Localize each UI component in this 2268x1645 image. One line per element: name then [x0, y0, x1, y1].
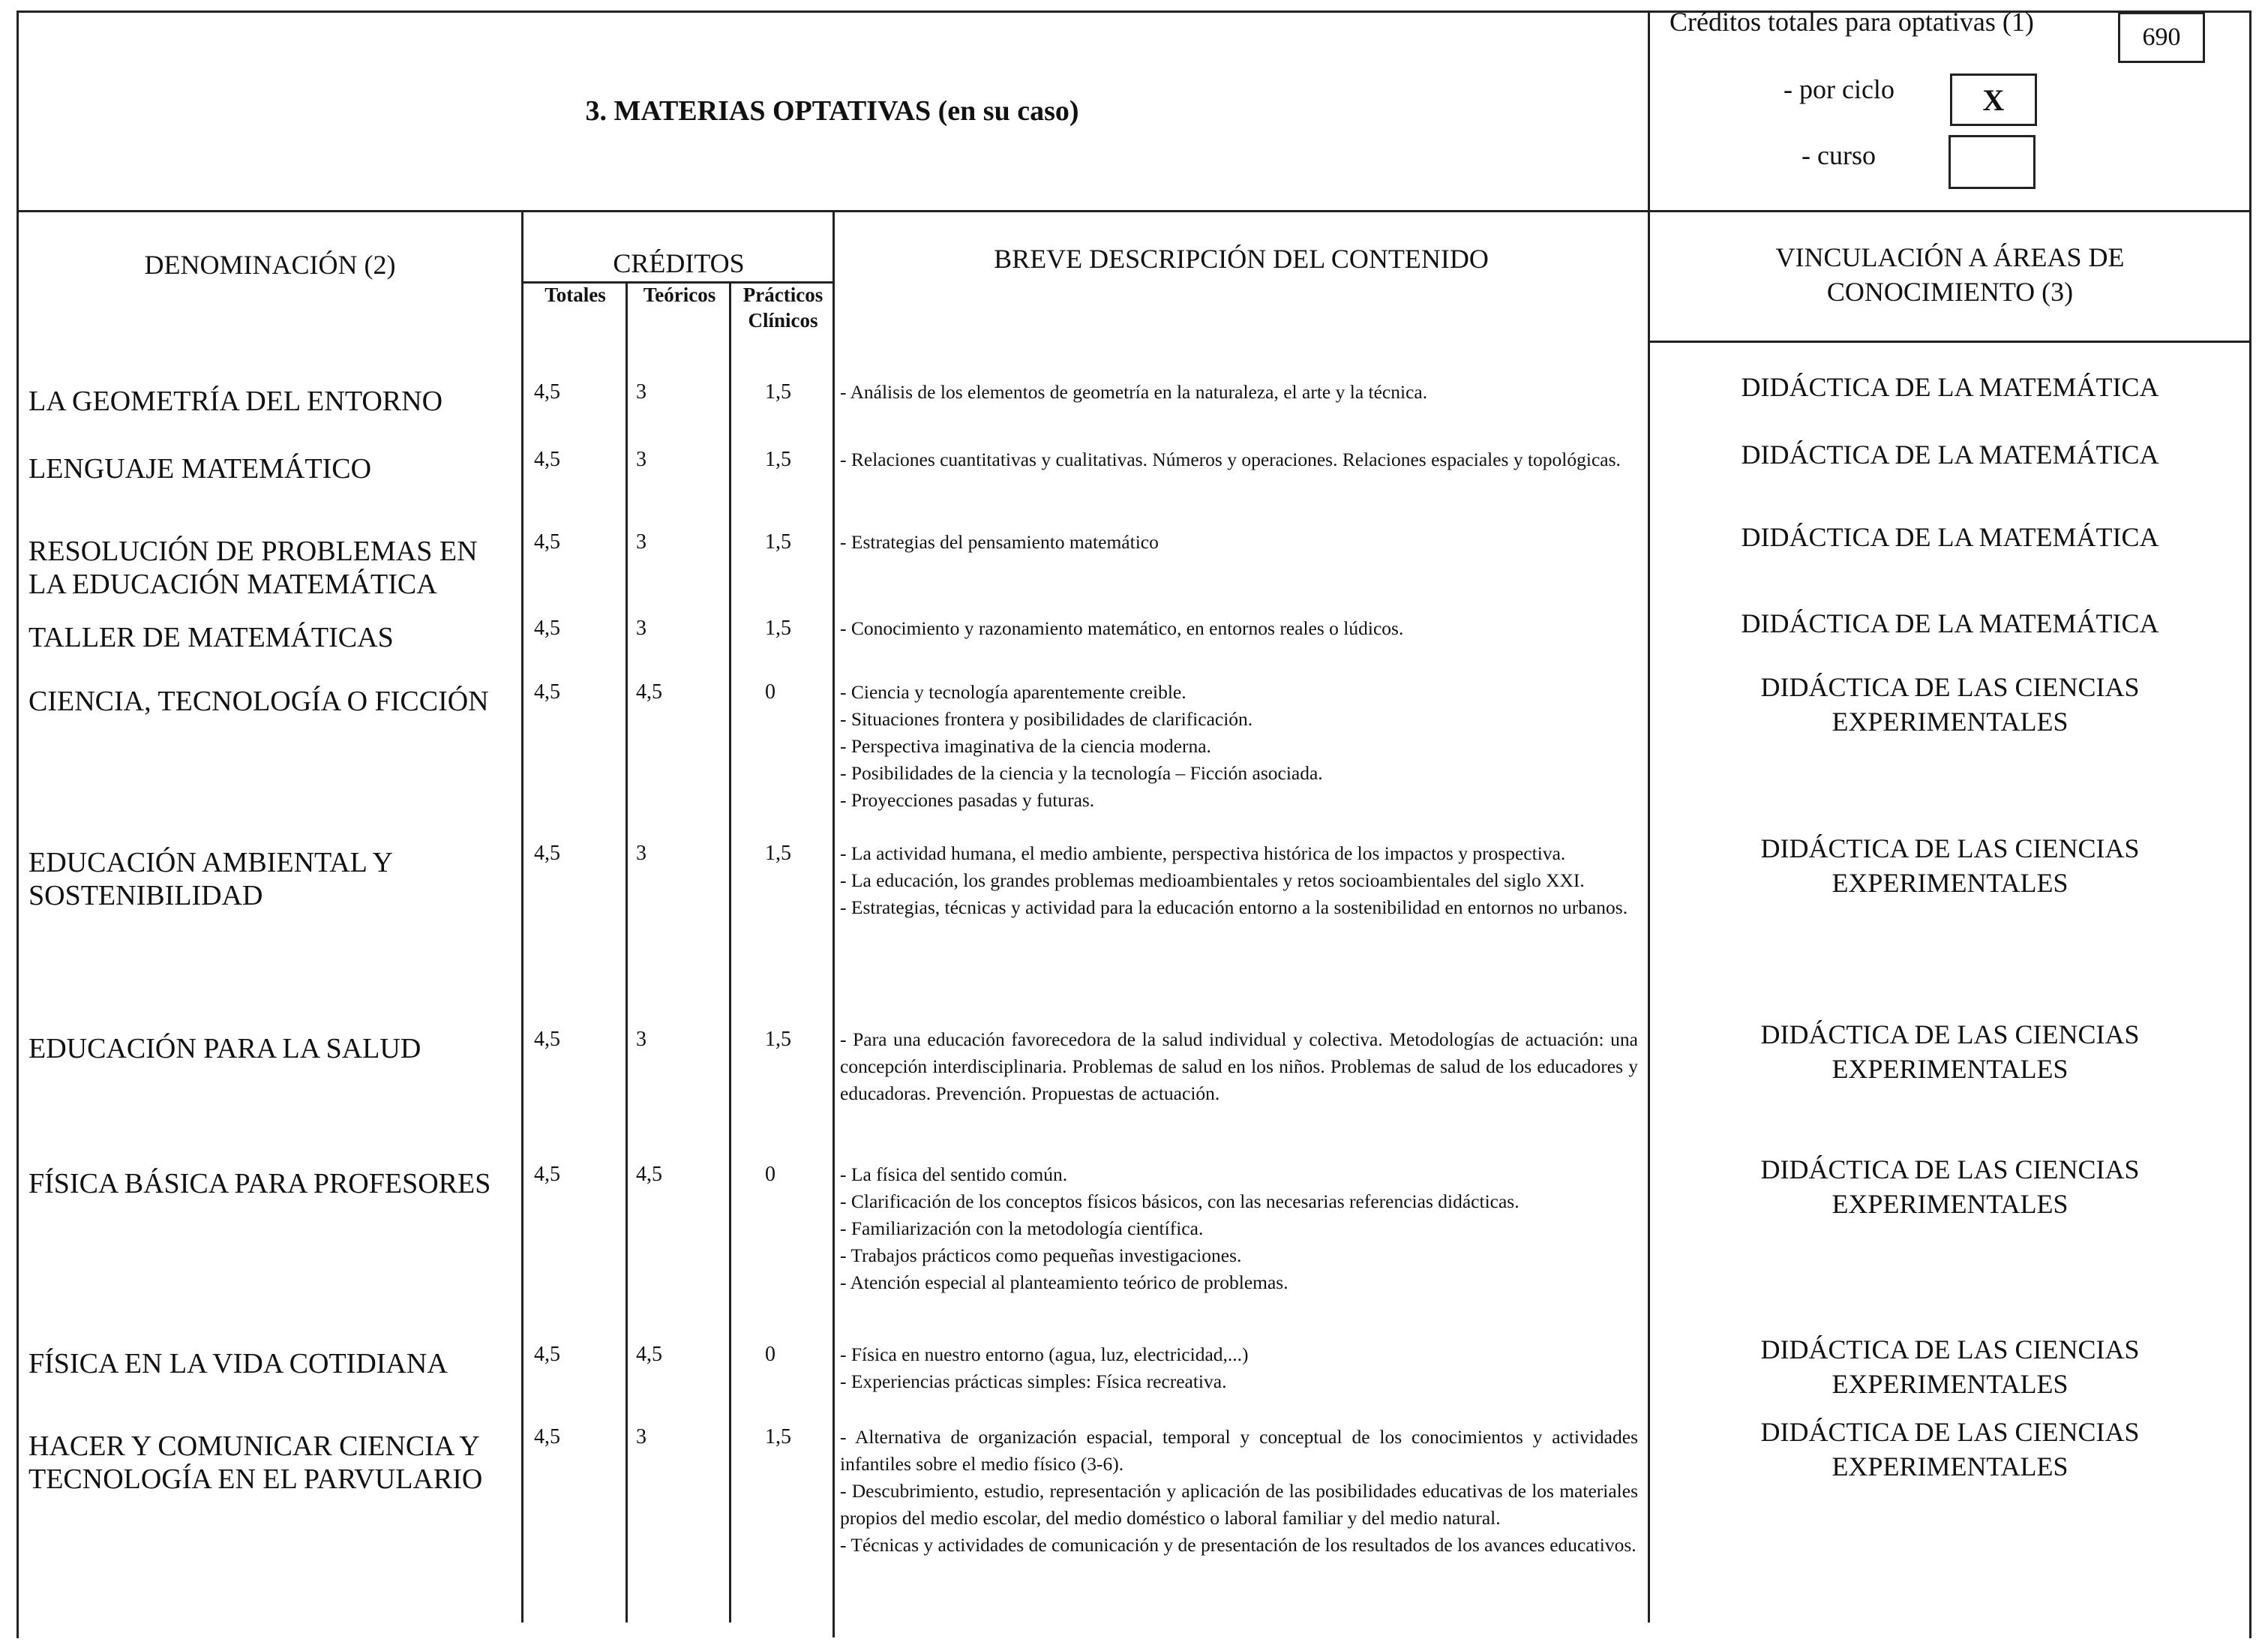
col-sep-totales: [626, 283, 628, 1622]
descripcion-item: - Descubrimiento, estudio, representación y aplicación de las posibilidades educativas de los materiales propios del medio escolar, del medio doméstico o laboral familiar y del medio natural.: [840, 1480, 1638, 1529]
descripcion-item: - Estrategias del pensamiento matemático: [840, 531, 1159, 553]
col-sep-denominacion: [521, 212, 524, 1622]
por-ciclo-box: X: [1950, 74, 2037, 126]
descripcion-item: - Experiencias prácticas simples: Física recreativa.: [840, 1370, 1227, 1392]
descripcion-item: - La física del sentido común.: [840, 1163, 1068, 1185]
materia-denominacion: FÍSICA EN LA VIDA COTIDIANA: [28, 1348, 448, 1379]
creditos-totales: 4,5: [534, 448, 560, 471]
materia-denominacion: RESOLUCIÓN DE PROBLEMAS EN LA EDUCACIÓN MATEMÁTICA: [28, 536, 478, 600]
descripcion-item: - Situaciones frontera y posibilidades de clarificación.: [840, 708, 1253, 730]
col-denominacion: DENOMINACIÓN (2): [144, 250, 396, 280]
area-conocimiento: DIDÁCTICA DE LA MATEMÁTICA: [1741, 440, 2159, 470]
creditos-totales-box: 690: [2118, 12, 2205, 63]
creditos-teoricos: 3: [636, 1425, 646, 1448]
descripcion-item: - Técnicas y actividades de comunicación y de presentación de los resultados de los avances educativos.: [840, 1534, 1636, 1556]
descripcion-item: - Perspectiva imaginativa de la ciencia moderna.: [840, 735, 1211, 757]
descripcion-item: - Para una educación favorecedora de la salud individual y colectiva. Metodologías de actuación: una concepción interdisciplinaria. Problemas de salud en los niños. Problemas de salud de los educadores y educadoras. Prevención. Propuestas de actuación.: [840, 1028, 1638, 1104]
descripcion-contenido: [840, 1424, 1638, 1559]
creditos-totales: 4,5: [534, 1425, 560, 1448]
descripcion-item: - La educación, los grandes problemas medioambientales y retos socioambientales del siglo XXI.: [840, 869, 1585, 891]
descripcion-contenido: [840, 446, 1638, 473]
creditos-totales: 4,5: [534, 1163, 560, 1186]
descripcion-item: - Relaciones cuantitativas y cualitativas. Números y operaciones. Relaciones espaciales y topológicas.: [840, 449, 1621, 470]
descripcion-contenido: [840, 615, 1638, 642]
area-conocimiento: DIDÁCTICA DE LAS CIENCIAS EXPERIMENTALES: [1760, 1019, 2140, 1084]
area-conocimiento: DIDÁCTICA DE LA MATEMÁTICA: [1741, 372, 2159, 402]
header-divider: [1648, 11, 1650, 212]
creditos-totales: 4,5: [534, 530, 560, 554]
descripcion-item: - Posibilidades de la ciencia y la tecnología – Ficción asociada.: [840, 762, 1323, 784]
descripcion-contenido: [840, 679, 1638, 814]
por-ciclo-label: - por ciclo: [1784, 74, 1894, 104]
col-teoricos: Teóricos: [643, 284, 716, 306]
area-conocimiento: DIDÁCTICA DE LA MATEMÁTICA: [1741, 522, 2159, 552]
descripcion-item: - Conocimiento y razonamiento matemático, en entornos reales o lúdicos.: [840, 617, 1404, 639]
descripcion-contenido: [840, 1341, 1638, 1395]
creditos-practicos: 1,5: [765, 380, 791, 404]
creditos-teoricos: 3: [636, 842, 646, 865]
col-vinculacion: VINCULACIÓN A ÁREAS DE CONOCIMIENTO (3): [1775, 242, 2125, 307]
materia-denominacion: FÍSICA BÁSICA PARA PROFESORES: [28, 1168, 491, 1199]
descripcion-contenido: [840, 840, 1638, 921]
descripcion-item: - Alternativa de organización espacial, temporal y conceptual de los conocimientos y actividades infantiles sobre el medio físico (3-6).: [840, 1426, 1638, 1475]
materia-denominacion: LENGUAJE MATEMÁTICO: [28, 453, 372, 485]
creditos-totales: 4,5: [534, 1343, 560, 1366]
creditos-practicos: 1,5: [765, 1425, 791, 1448]
creditos-practicos: 1,5: [765, 617, 791, 640]
descripcion-item: - Análisis de los elementos de geometría en la naturaleza, el arte y la técnica.: [840, 381, 1428, 403]
descripcion-item: - Familiarización con la metodología científica.: [840, 1217, 1204, 1239]
descripcion-item: - Ciencia y tecnología aparentemente creible.: [840, 681, 1186, 703]
creditos-practicos: 0: [765, 680, 776, 704]
col-sep-descripcion: [1648, 212, 1650, 1622]
vinculacion-underline: [1648, 341, 2252, 343]
area-conocimiento: DIDÁCTICA DE LA MATEMÁTICA: [1741, 608, 2159, 638]
descripcion-item: - Estrategias, técnicas y actividad para la educación entorno a la sostenibilidad en entornos no urbanos.: [840, 896, 1628, 918]
creditos-teoricos: 3: [636, 380, 646, 404]
header-bottom-rule: [16, 210, 2252, 212]
descripcion-contenido: [840, 379, 1638, 406]
materia-denominacion: EDUCACIÓN PARA LA SALUD: [28, 1033, 422, 1064]
creditos-totales-label: Créditos totales para optativas (1): [1670, 7, 2034, 37]
area-conocimiento: DIDÁCTICA DE LAS CIENCIAS EXPERIMENTALES: [1760, 833, 2140, 898]
col-practicos: Prácticos Clínicos: [742, 284, 824, 332]
col-sep-teoricos: [729, 283, 731, 1622]
creditos-totales: 4,5: [534, 680, 560, 704]
creditos-teoricos: 3: [636, 448, 646, 471]
descripcion-item: - La actividad humana, el medio ambiente, perspectiva histórica de los impactos y prospectiva.: [840, 842, 1566, 864]
area-conocimiento: DIDÁCTICA DE LAS CIENCIAS EXPERIMENTALES: [1760, 1154, 2140, 1219]
curso-box: [1948, 135, 2036, 189]
creditos-practicos: 0: [765, 1163, 776, 1186]
materia-denominacion: TALLER DE MATEMÁTICAS: [28, 622, 394, 653]
col-sep-creditos: [832, 212, 835, 1637]
creditos-totales: 4,5: [534, 1028, 560, 1051]
col-creditos: CRÉDITOS: [613, 248, 745, 278]
creditos-practicos: 1,5: [765, 530, 791, 554]
creditos-teoricos: 4,5: [636, 680, 662, 704]
creditos-practicos: 1,5: [765, 1028, 791, 1051]
creditos-teoricos: 3: [636, 617, 646, 640]
creditos-totales: 4,5: [534, 617, 560, 640]
creditos-teoricos: 3: [636, 530, 646, 554]
curso-label: - curso: [1802, 140, 1876, 170]
descripcion-item: - Trabajos prácticos como pequeñas investigaciones.: [840, 1244, 1242, 1266]
creditos-practicos: 1,5: [765, 842, 791, 865]
materia-denominacion: EDUCACIÓN AMBIENTAL Y SOSTENIBILIDAD: [28, 847, 392, 911]
materia-denominacion: CIENCIA, TECNOLOGÍA O FICCIÓN: [28, 686, 489, 717]
area-conocimiento: DIDÁCTICA DE LAS CIENCIAS EXPERIMENTALES: [1760, 1417, 2140, 1481]
descripcion-contenido: [840, 1026, 1638, 1107]
materia-denominacion: LA GEOMETRÍA DEL ENTORNO: [28, 386, 443, 417]
descripcion-contenido: [840, 529, 1638, 556]
creditos-totales: 4,5: [534, 842, 560, 865]
col-totales: Totales: [544, 284, 606, 306]
creditos-teoricos: 3: [636, 1028, 646, 1051]
creditos-teoricos: 4,5: [636, 1163, 662, 1186]
area-conocimiento: DIDÁCTICA DE LAS CIENCIAS EXPERIMENTALES: [1760, 672, 2140, 737]
area-conocimiento: DIDÁCTICA DE LAS CIENCIAS EXPERIMENTALES: [1760, 1334, 2140, 1399]
descripcion-item: - Física en nuestro entorno (agua, luz, electricidad,...): [840, 1343, 1249, 1365]
descripcion-contenido: [840, 1161, 1638, 1296]
creditos-practicos: 1,5: [765, 448, 791, 471]
descripcion-item: - Atención especial al planteamiento teórico de problemas.: [840, 1271, 1288, 1293]
creditos-teoricos: 4,5: [636, 1343, 662, 1366]
col-descripcion: BREVE DESCRIPCIÓN DEL CONTENIDO: [994, 244, 1489, 274]
creditos-totales: 4,5: [534, 380, 560, 404]
creditos-practicos: 0: [765, 1343, 776, 1366]
descripcion-item: - Proyecciones pasadas y futuras.: [840, 789, 1095, 811]
descripcion-item: - Clarificación de los conceptos físicos básicos, con las necesarias referencias didácticas.: [840, 1190, 1520, 1212]
materia-denominacion: HACER Y COMUNICAR CIENCIA Y TECNOLOGÍA EN EL PARVULARIO: [28, 1430, 483, 1495]
page-title: 3. MATERIAS OPTATIVAS (en su caso): [585, 95, 1079, 127]
